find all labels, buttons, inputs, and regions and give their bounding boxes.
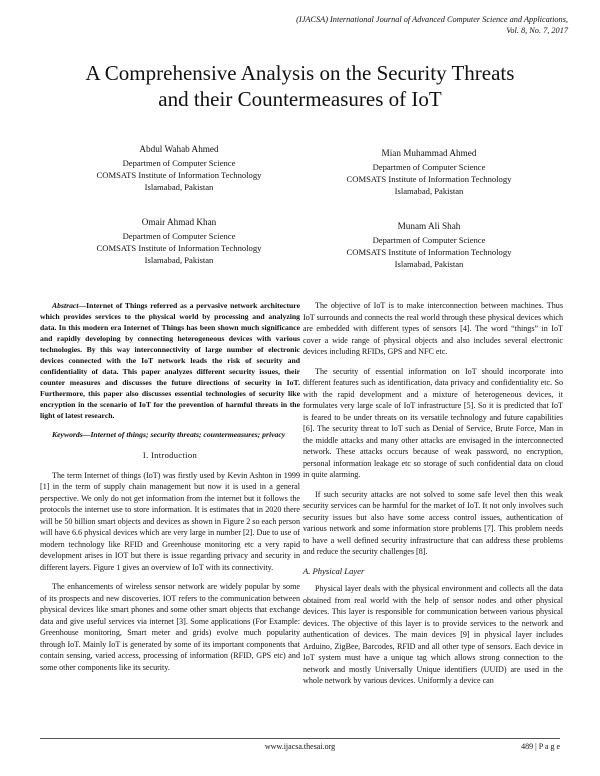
paragraph: If such security attacks are not solved to some safe level then this weak security services can be harmful for the market of IoT. It not only involves such security issues but also have some access control issues, authentication of various network and some information store problems [7]. This problem needs to have a well defined security infrastructure that can address these problems and reduce the security challenges [8]. [303,489,563,556]
author-block-2 [314,147,544,197]
author-block-3 [64,216,294,266]
journal-header [296,14,568,36]
author-city: Islamabad, Pakistan [144,255,214,265]
section-heading-introduction: I. Introduction [142,450,198,460]
footer-divider [40,738,560,739]
paragraph: Physical layer deals with the physical environment and collects all the data obtained from real world with the help of sensor nodes and other physical devices. This layer is responsible for communication between various physical devices. The objective of this layer is to provide services to the network and authentication of devices. The main devices [9] in physical layer includes Arduino, ZigBee, Barcodes, RFID and all other type of sensors. Each device in IoT system must have a unique tag which allows strong connection to the network and mostly Universally Unique identifiers (UUID) are used in the whole network by various devices. Uniformly a device can [303,584,563,685]
journal-header-line2: Vol. 8, No. 7, 2017 [506,26,568,35]
author-institution: COMSATS Institute of Information Technology [96,170,262,180]
author-block-1 [64,143,294,193]
author-city: Islamabad, Pakistan [144,182,214,192]
author-name: Mian Muhammad Ahmed [381,148,477,158]
author-city: Islamabad, Pakistan [394,186,464,196]
paper-title-line1: A Comprehensive Analysis on the Security Threats [85,61,515,85]
subsection-heading-physical-layer: A. Physical Layer [303,565,365,576]
author-block-4 [314,220,544,270]
author-institution: COMSATS Institute of Information Technology [346,174,512,184]
author-dept: Departmen of Computer Science [372,162,486,172]
abstract-text: —Internet of Things referred as a pervasive network architecture which provides services to the physical world by processing and analyzing data. In this modern era Internet of Things has been shown much significance and rapidly developing by connecting heterogeneous devices with various technologies. By this way interconnectivity of large number of electronic devices connected with the IoT network leads the risk of security and confidentiality of data. This paper analyzes different security issues, their counter measures and discusses the future directions of security in IoT. Furthermore, this paper also discusses essential technologies of security like encryption in the scenario of IoT for the prevention of harmful threats in the light of latest research. [40,301,300,420]
author-name: Abdul Wahab Ahmed [139,144,219,154]
author-dept: Departmen of Computer Science [372,235,486,245]
keywords: Keywords—Internet of things; security threats; countermeasures; privacy [52,430,286,439]
author-city: Islamabad, Pakistan [394,259,464,269]
author-institution: COMSATS Institute of Information Technology [96,243,262,253]
abstract [40,300,300,421]
author-name: Munam Ali Shah [397,221,461,231]
author-dept: Departmen of Computer Science [122,158,236,168]
footer-website: www.ijacsa.thesai.org [264,742,336,751]
paper-title-line2: and their Countermeasures of IoT [158,87,442,111]
paragraph: The enhancements of wireless sensor network are widely popular by some of its prospects and new discoveries. IOT refers to the communication between physical devices like smart phones and some other smart objects that exchange data and give useful services via internet [3]. Some applications (For Example: Greenhouse monitoring, Smart meter and grids) evolve much popularity through IoT. Mainly IoT is generated by some of its important components that contain sensing, varied access, processing of information (RFID, GPS etc) and some other components like its security. [40,582,300,672]
author-institution: COMSATS Institute of Information Technology [346,247,512,257]
abstract-label: Abstract [52,301,79,310]
footer-page-number: 489 | P a g e [521,742,560,751]
paragraph: The objective of IoT is to make interconnection between machines. Thus IoT surrounds and connects the real world through these physical devices which are embedded with different types of sensors [4]. The word “things” in IoT cover a wide range of physical objects and also includes several electronic devices including RFIDs, GPS and NFC etc. [303,301,563,356]
page-footer [0,742,600,756]
journal-header-line1: (IJACSA) International Journal of Advanced Computer Science and Applications, [296,15,568,24]
author-name: Omair Ahmad Khan [141,217,217,227]
right-column [303,300,563,695]
author-dept: Departmen of Computer Science [122,231,236,241]
paragraph: The security of essential information on IoT should incorporate into different features such as identification, data privacy and confidentiality etc. So with the rapid development and a mixture of heterogeneous devices, it formulates very large scale of IoT infrastructure [5]. So it is predicted that IoT is feared to be under threats on its versatile technology and future capabilities [6]. The security threat to IoT such as Denial of Service, Brute Force, Man in the middle attacks and many other attacks are envisaged in the interconnected network. These attacks occurs because of weak password, no encryption, personal information leakage etc so storage of such confidential data on cloud in quite alarming. [303,366,563,479]
paragraph: The term Internet of things (IoT) was firstly used by Kevin Ashton in 1999 [1] in the term of supply chain management but now it is used in a general perspective. We only do not get information from the internet but it follows the protocols the internet use to store information. It is estimates that in 2020 there will be 50 billion smart objects and devices as shown in Figure 2 so each person will have 6.6 physical devices which are very large in number [2]. Due to use of modern technology like RFID and Greenhouse monitoring etc a very rapid development arises in IOT but there is issue regarding privacy and security in different layers. Figure 1 gives an overview of IoT with its connectivity. [40,470,300,572]
paper-title [40,60,560,112]
left-column [40,300,300,681]
